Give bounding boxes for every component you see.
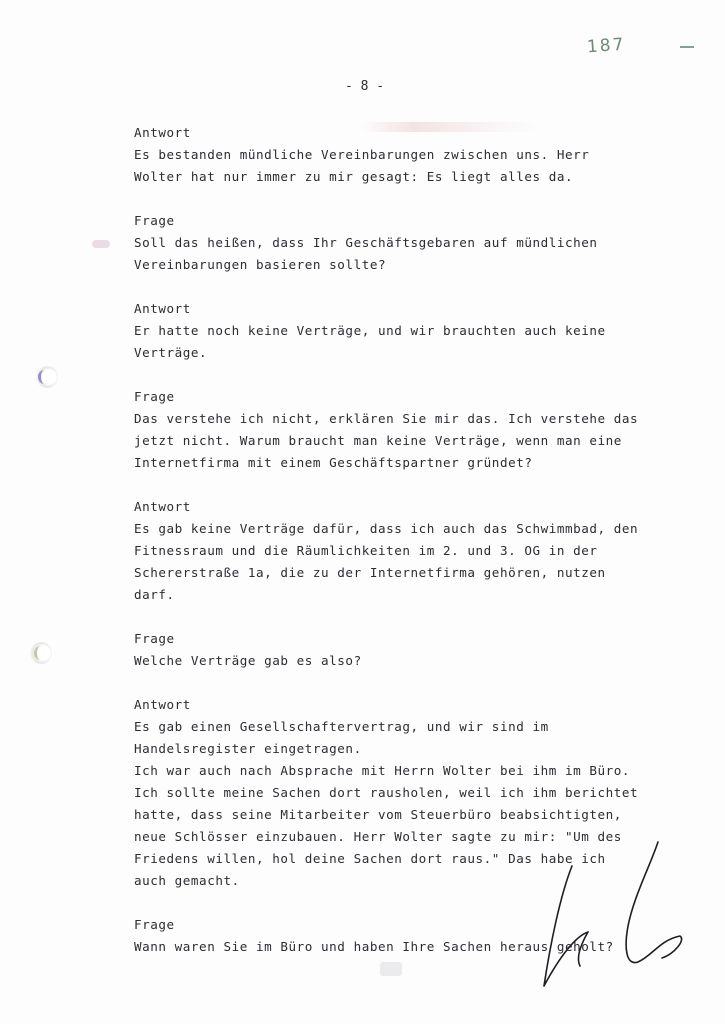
handwritten-signature (530, 836, 700, 996)
transcript-line: Wolter hat nur immer zu mir gesagt: Es liegt alles da. (134, 169, 574, 184)
speaker-label: Antwort (134, 301, 191, 316)
transcript-line: Fitnessraum und die Räumlichkeiten im 2. und 3. OG in der (134, 543, 598, 558)
transcript-block (134, 628, 694, 672)
transcript-line: neue Schlösser einzubauen. Herr Wolter sagte zu mir: "Um des (134, 829, 622, 844)
margin-smudge (92, 240, 110, 248)
punch-hole-bottom-shadow (34, 646, 47, 660)
transcript-line: Friedens willen, hol deine Sachen dort raus." Das habe ich (134, 851, 606, 866)
transcript-line: auch gemacht. (134, 873, 240, 888)
transcript-block (134, 298, 694, 364)
faint-bottom-mark (380, 962, 402, 976)
speaker-label: Frage (134, 631, 175, 646)
transcript-line: jetzt nicht. Warum braucht man keine Verträge, wenn man eine (134, 433, 622, 448)
transcript-block (134, 210, 694, 276)
transcript-line: hatte, dass seine Mitarbeiter vom Steuerbüro beabsichtigten, (134, 807, 622, 822)
speaker-label: Frage (134, 917, 175, 932)
transcript-line: Ich sollte meine Sachen dort rausholen, weil ich ihm berichtet (134, 785, 639, 800)
folio-tick-mark (680, 46, 694, 48)
speaker-label: Antwort (134, 499, 191, 514)
punch-hole-top-shadow (38, 370, 51, 384)
speaker-label: Frage (134, 213, 175, 228)
handwritten-folio-number: 187 (586, 34, 627, 58)
transcript-line: Ich war auch nach Absprache mit Herrn Wolter bei ihm im Büro. (134, 763, 631, 778)
transcript-block (134, 122, 694, 188)
speaker-label: Antwort (134, 697, 191, 712)
transcript-line: Wann waren Sie im Büro und haben Ihre Sachen heraus geholt? (134, 939, 614, 954)
transcript-block (134, 386, 694, 474)
transcript-line: darf. (134, 587, 175, 602)
transcript-line: Es gab einen Gesellschaftervertrag, und wir sind im (134, 719, 549, 734)
transcript-line: Schererstraße 1a, die zu der Internetfirma gehören, nutzen (134, 565, 606, 580)
transcript-line: Das verstehe ich nicht, erklären Sie mir das. Ich verstehe das (134, 411, 639, 426)
transcript-line: Handelsregister eingetragen. (134, 741, 362, 756)
transcript-line: Vereinbarungen basieren sollte? (134, 257, 387, 272)
transcript-line: Welche Verträge gab es also? (134, 653, 362, 668)
transcript-line: Er hatte noch keine Verträge, und wir brauchten auch keine (134, 323, 606, 338)
transcript-line: Verträge. (134, 345, 208, 360)
transcript-block (134, 496, 694, 606)
speaker-label: Frage (134, 389, 175, 404)
transcript-line: Internetfirma mit einem Geschäftspartner gründet? (134, 455, 533, 470)
transcript-line: Soll das heißen, dass Ihr Geschäftsgebaren auf mündlichen (134, 235, 598, 250)
page-number: - 8 - (345, 79, 385, 94)
speaker-label: Antwort (134, 125, 191, 140)
transcript-line: Es gab keine Verträge dafür, dass ich auch das Schwimmbad, den (134, 521, 639, 536)
signature-stroke-second (626, 842, 681, 963)
signature-stroke-first (544, 866, 588, 986)
transcript-line: Es bestanden mündliche Vereinbarungen zwischen uns. Herr (134, 147, 590, 162)
